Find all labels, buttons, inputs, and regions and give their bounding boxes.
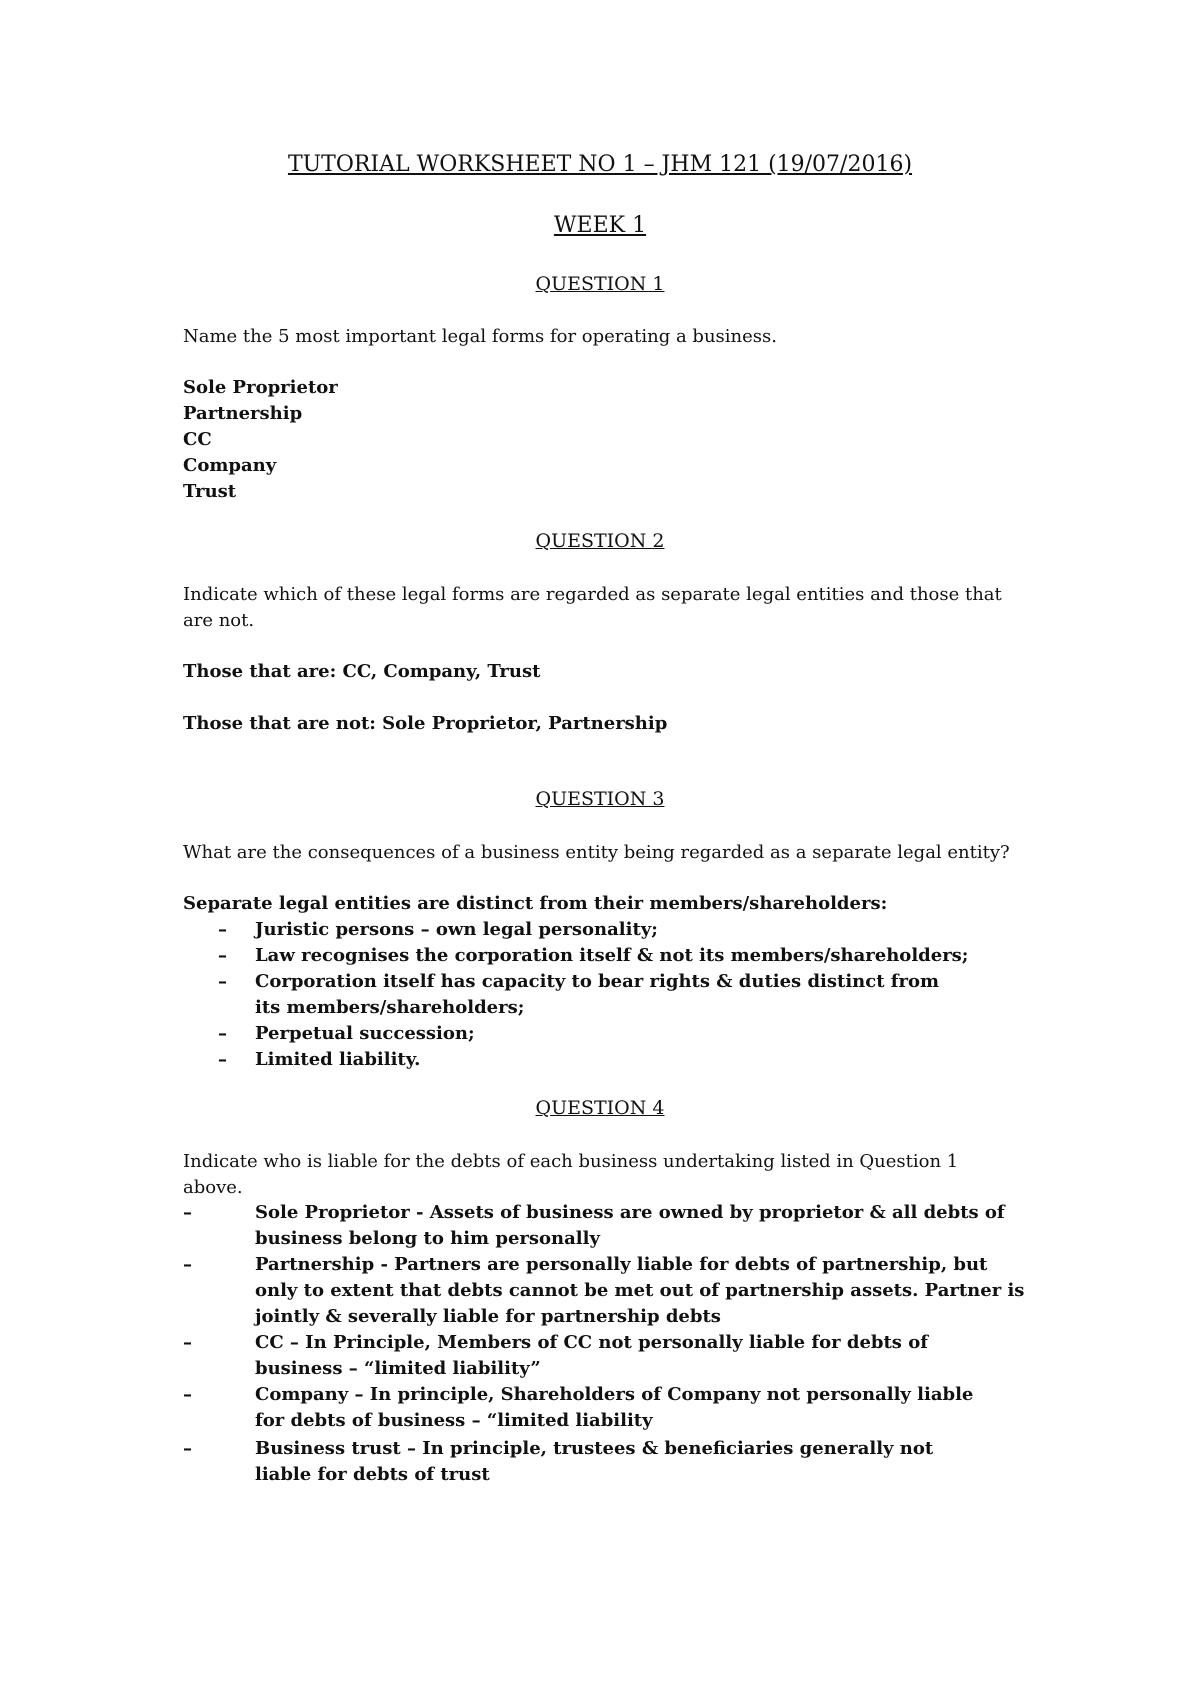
document-title: TUTORIAL WORKSHEET NO 1 – JHM 121 (19/07/2016) [287,152,913,177]
question-1-prompt: Name the 5 most important legal forms for operating a business. [183,326,777,347]
question-2-are-not: Those that are not: Sole Proprietor, Partnership [183,713,668,734]
question-3-intro: Separate legal entities are distinct from their members/shareholders: [183,893,888,914]
dash-bullet: – [183,1438,192,1459]
dash-bullet: – [218,971,227,992]
dash-bullet: – [183,1384,192,1405]
list-item: Company [183,455,277,476]
dash-bullet: – [218,945,227,966]
list-item: Trust [183,481,237,502]
question-4-prompt: Indicate who is liable for the debts of each business undertaking listed in Question 1 above. [183,1151,959,1198]
list-item: Partnership [183,403,303,424]
dash-bullet: – [183,1332,192,1353]
question-1-answer-list [183,375,338,505]
dash-bullet: – [218,919,227,940]
dash-bullet: – [218,1023,227,1044]
dash-bullet: – [183,1254,192,1275]
list-item: CC [183,429,212,450]
week-heading: WEEK 1 [553,213,647,238]
question-3-heading: QUESTION 3 [535,788,665,810]
worksheet-page: TUTORIAL WORKSHEET NO 1 – JHM 121 (19/07/2016) WEEK 1 QUESTION 1 Name the 5 most important legal forms for operating a business. Sole Proprietor Partnership CC Company Trust QUESTION 2 Indicate which of these legal forms are regarded as separate legal entities and those that are not. Those that are: CC, Company, Trust Those that are not: Sole Proprietor, Partnership QUESTION 3 What are the consequences of a business entity being regarded as a separate legal entity? Separate legal entities are distinct from their members/shareholders: – Juristic persons – own legal personality; – Law recognises the corporation itself & not its members/shareholders; – Corporation itself has capacity to bear rights & duties distinct from its members/shareholders; – Perpetual succession; – Limited liability. QUESTION 4 Indicate who is liable for the debts of each business undertaking listed in Question 1 above. – Sole Proprietor - Assets of business are owned by proprietor & all debts of business belong to him personally – Partnership - Partners are personally liable for debts of partnership, but only to extent that debts cannot be met out of partnership assets. Partner is jointly & severally liable for partnership debts – CC – In Principle, Members of CC not personally liable for debts of business – “limited liability” – Company – In principle, Shareholders of Company not personally liable for debts of business – “limited liability – Business trust – In principle, trustees & beneficiaries generally not liable for debts of trust [0,0,1200,1698]
question-2-are: Those that are: CC, Company, Trust [183,661,541,682]
dash-bullet: – [183,1202,192,1223]
question-4-heading: QUESTION 4 [535,1097,665,1119]
question-3-prompt: What are the consequences of a business entity being regarded as a separate legal entity? [183,842,1010,863]
question-2-heading: QUESTION 2 [535,530,665,552]
list-item: Sole Proprietor [183,377,338,398]
question-2-prompt: Indicate which of these legal forms are regarded as separate legal entities and those that are not. [183,584,1002,631]
question-1-heading: QUESTION 1 [535,273,665,295]
dash-bullet: – [218,1049,227,1070]
